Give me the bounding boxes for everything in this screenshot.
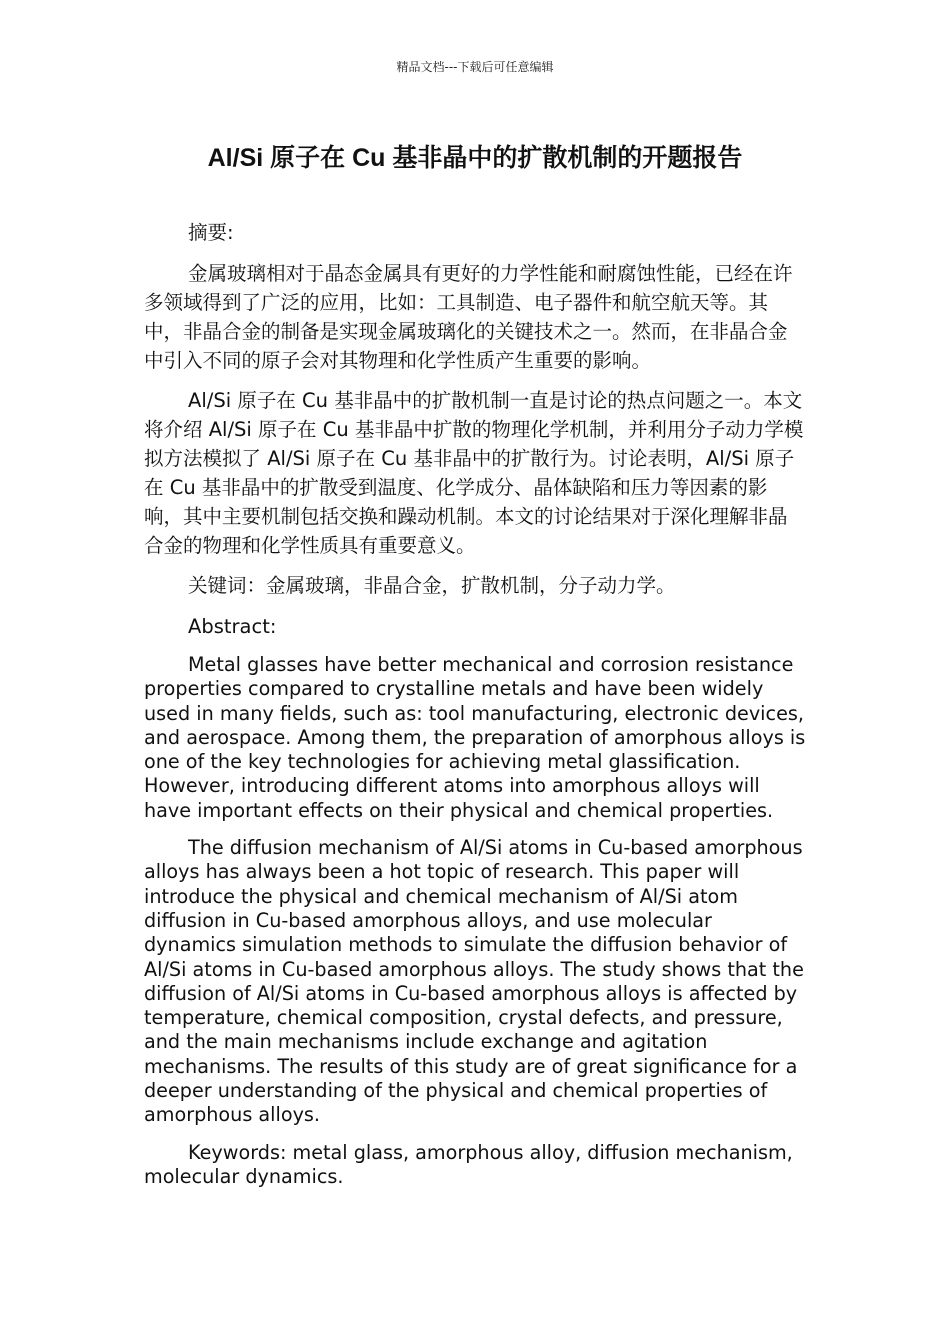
chinese-keywords: 关键词：金属玻璃，非晶合金，扩散机制，分子动力学。 (188, 574, 676, 597)
chinese-abstract-paragraph-1: 金属玻璃相对于晶态金属具有更好的力学性能和耐腐蚀性能，已经在许多领域得到了广泛的应用，比如：工具制造、电子器件和航空航天等。其中，非晶合金的制备是实现金属玻璃化的关键技术之一。然而，在非晶合金中引入不同的原子会对其物理和化学性质产生重要的影响。 (144, 262, 793, 372)
english-keywords: Keywords: metal glass, amorphous alloy, diffusion mechanism, molecular dynamics. (144, 1140, 793, 1188)
page-header: 精品文档---下载后可任意编辑 (396, 60, 554, 74)
chinese-abstract-paragraph-2: Al/Si 原子在 Cu 基非晶中的扩散机制一直是讨论的热点问题之一。本文将介绍 Al/Si 原子在 Cu 基非晶中扩散的物理化学机制，并利用分子动力学模拟方法模拟了 Al/Si 原子在 Cu 基非晶中的扩散行为。讨论表明，Al/Si 原子在 Cu 基非晶中的扩散受到温度、化学成分、晶体缺陷和压力等因素的影响，其中主要机制包括交换和躁动机制。本文的讨论结果对于深化理解非晶合金的物理和化学性质具有重要意义。 (144, 389, 804, 557)
english-abstract-paragraph-1: Metal glasses have better mechanical and corrosion resistance properties compared to crystalline metals and have been widely used in many fields, such as: tool manufacturing, electronic devices, and aerospace. Among them, the preparation of amorphous alloys is one of the key technologies for achieving metal glassification. However, introducing different atoms into amorphous alloys will have important effects on their physical and chemical properties. (144, 653, 806, 822)
document-body (144, 218, 806, 1202)
english-abstract-paragraph-2: The diffusion mechanism of Al/Si atoms in Cu-based amorphous alloys has always been a hot topic of research. This paper will introduce the physical and chemical mechanism of Al/Si atom diffusion in Cu-based amorphous alloys, and use molecular dynamics simulation methods to simulate the diffusion behavior of Al/Si atoms in Cu-based amorphous alloys. The study shows that the diffusion of Al/Si atoms in Cu-based amorphous alloys is affected by temperature, chemical composition, crystal defects, and pressure, and the main mechanisms include exchange and agitation mechanisms. The results of this study are of great significance for a deeper understanding of the physical and chemical properties of amorphous alloys. (144, 836, 804, 1127)
document-title: Al/Si 原子在 Cu 基非晶中的扩散机制的开题报告 (207, 144, 743, 172)
english-abstract-label: Abstract: (188, 615, 277, 638)
chinese-abstract-label: 摘要: (188, 221, 234, 244)
